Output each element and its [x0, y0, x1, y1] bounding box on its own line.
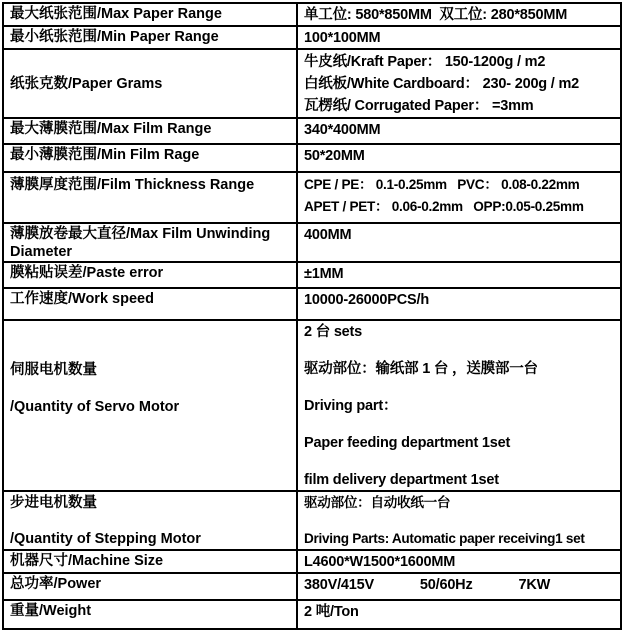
- spec-value-line: ±1MM: [304, 266, 344, 282]
- spec-value-cell: [297, 262, 621, 288]
- spec-value-cell: [297, 144, 621, 172]
- spec-label: 伺服电机数量: [10, 362, 97, 378]
- spec-label: 纸张克数/Paper Grams: [10, 75, 163, 92]
- spec-value-line: 380V/415V 50/60Hz 7KW: [304, 577, 551, 593]
- spec-row-min-film-range: [3, 144, 621, 172]
- spec-row-stepping-motor: [3, 491, 621, 550]
- spec-label-cell: [3, 118, 297, 144]
- spec-label-cell: [3, 49, 297, 118]
- spec-row-weight: [3, 600, 621, 629]
- spec-value-cell: [297, 118, 621, 144]
- spec-label-cell: [3, 3, 297, 26]
- spec-label-cell: [3, 573, 297, 600]
- spec-value-cell: [297, 3, 621, 26]
- spec-value-line: Driving Parts: Automatic paper receiving1 set: [304, 531, 585, 546]
- spec-label-cell: [3, 144, 297, 172]
- spec-row-max-film-unwinding: [3, 223, 621, 262]
- spec-label-cell: [3, 550, 297, 573]
- spec-value-line: CPE / PE： 0.1-0.25mm PVC： 0.08-0.22mm: [304, 177, 580, 192]
- spec-label-cell: [3, 172, 297, 223]
- spec-row-machine-size: [3, 550, 621, 573]
- spec-label-cell: [3, 600, 297, 629]
- spec-sheet: [2, 2, 622, 630]
- spec-value-cell: [297, 550, 621, 573]
- spec-value-cell: [297, 49, 621, 118]
- spec-value-line: APET / PET： 0.06-0.2mm OPP:0.05-0.25mm: [304, 199, 584, 214]
- spec-value-line: 瓦楞纸/ Corrugated Paper： =3mm: [304, 98, 534, 114]
- spec-label: 总功率/Power: [10, 576, 102, 592]
- spec-label: 工作速度/Work speed: [10, 291, 154, 307]
- spec-value-line: 100*100MM: [304, 30, 381, 46]
- spec-label: /Quantity of Stepping Motor: [10, 531, 201, 547]
- spec-row-max-paper-range: [3, 3, 621, 26]
- spec-row-film-thickness: [3, 172, 621, 223]
- spec-value-line: 驱动部位：自动收纸一台: [304, 495, 451, 510]
- spec-label-cell: [3, 491, 297, 550]
- spec-label: 薄膜厚度范围/Film Thickness Range: [10, 177, 255, 193]
- spec-row-paper-grams: [3, 49, 621, 118]
- spec-value-cell: [297, 172, 621, 223]
- spec-label: 最小纸张范围/Min Paper Range: [10, 29, 219, 45]
- spec-value-cell: [297, 26, 621, 49]
- spec-value-line: film delivery department 1set: [304, 472, 499, 488]
- spec-value-line: Paper feeding department 1set: [304, 435, 511, 451]
- spec-value-line: 340*400MM: [304, 122, 381, 138]
- spec-label-cell: [3, 320, 297, 491]
- spec-value-cell: [297, 491, 621, 550]
- spec-label-cell: [3, 262, 297, 288]
- spec-label: 最大薄膜范围/Max Film Range: [10, 121, 212, 137]
- spec-row-paste-error: [3, 262, 621, 288]
- spec-label: 重量/Weight: [10, 603, 92, 619]
- spec-value-line: 2 台 sets: [304, 324, 363, 340]
- spec-label: 最小薄膜范围/Min Film Rage: [10, 147, 200, 163]
- spec-label-cell: [3, 223, 297, 262]
- spec-value-cell: [297, 223, 621, 262]
- spec-label: 步进电机数量: [10, 495, 97, 511]
- spec-label: 最大纸张范围/Max Paper Range: [10, 6, 222, 22]
- spec-row-work-speed: [3, 288, 621, 320]
- spec-value-line: 白纸板/White Cardboard： 230- 200g / m2: [304, 76, 580, 92]
- spec-row-max-film-range: [3, 118, 621, 144]
- spec-value-line: 牛皮纸/Kraft Paper： 150-1200g / m2: [304, 54, 546, 70]
- spec-row-servo-motor: [3, 320, 621, 491]
- spec-row-min-paper-range: [3, 26, 621, 49]
- spec-value-line: 2 吨/Ton: [304, 604, 359, 620]
- spec-label-cell: [3, 288, 297, 320]
- spec-value-cell: [297, 320, 621, 491]
- spec-label: /Quantity of Servo Motor: [10, 399, 180, 415]
- spec-table: [2, 2, 622, 630]
- spec-row-power: [3, 573, 621, 600]
- spec-label: 薄膜放卷最大直径/Max Film Unwinding Diameter: [10, 226, 271, 260]
- spec-value-line: 400MM: [304, 227, 352, 243]
- spec-label-cell: [3, 26, 297, 49]
- spec-value-line: 50*20MM: [304, 148, 365, 164]
- spec-label: 膜粘贴误差/Paste error: [10, 265, 164, 281]
- spec-value-line: 驱动部位：输纸部 1 台 ，送膜部一台: [304, 361, 538, 377]
- spec-value-line: 单工位: 580*850MM 双工位: 280*850MM: [304, 7, 568, 23]
- spec-value-cell: [297, 288, 621, 320]
- spec-label: 机器尺寸/Machine Size: [10, 553, 164, 569]
- spec-value-line: Driving part：: [304, 398, 398, 414]
- spec-value-line: 10000-26000PCS/h: [304, 292, 429, 308]
- spec-value-line: L4600*W1500*1600MM: [304, 554, 456, 570]
- spec-value-cell: [297, 600, 621, 629]
- spec-value-cell: [297, 573, 621, 600]
